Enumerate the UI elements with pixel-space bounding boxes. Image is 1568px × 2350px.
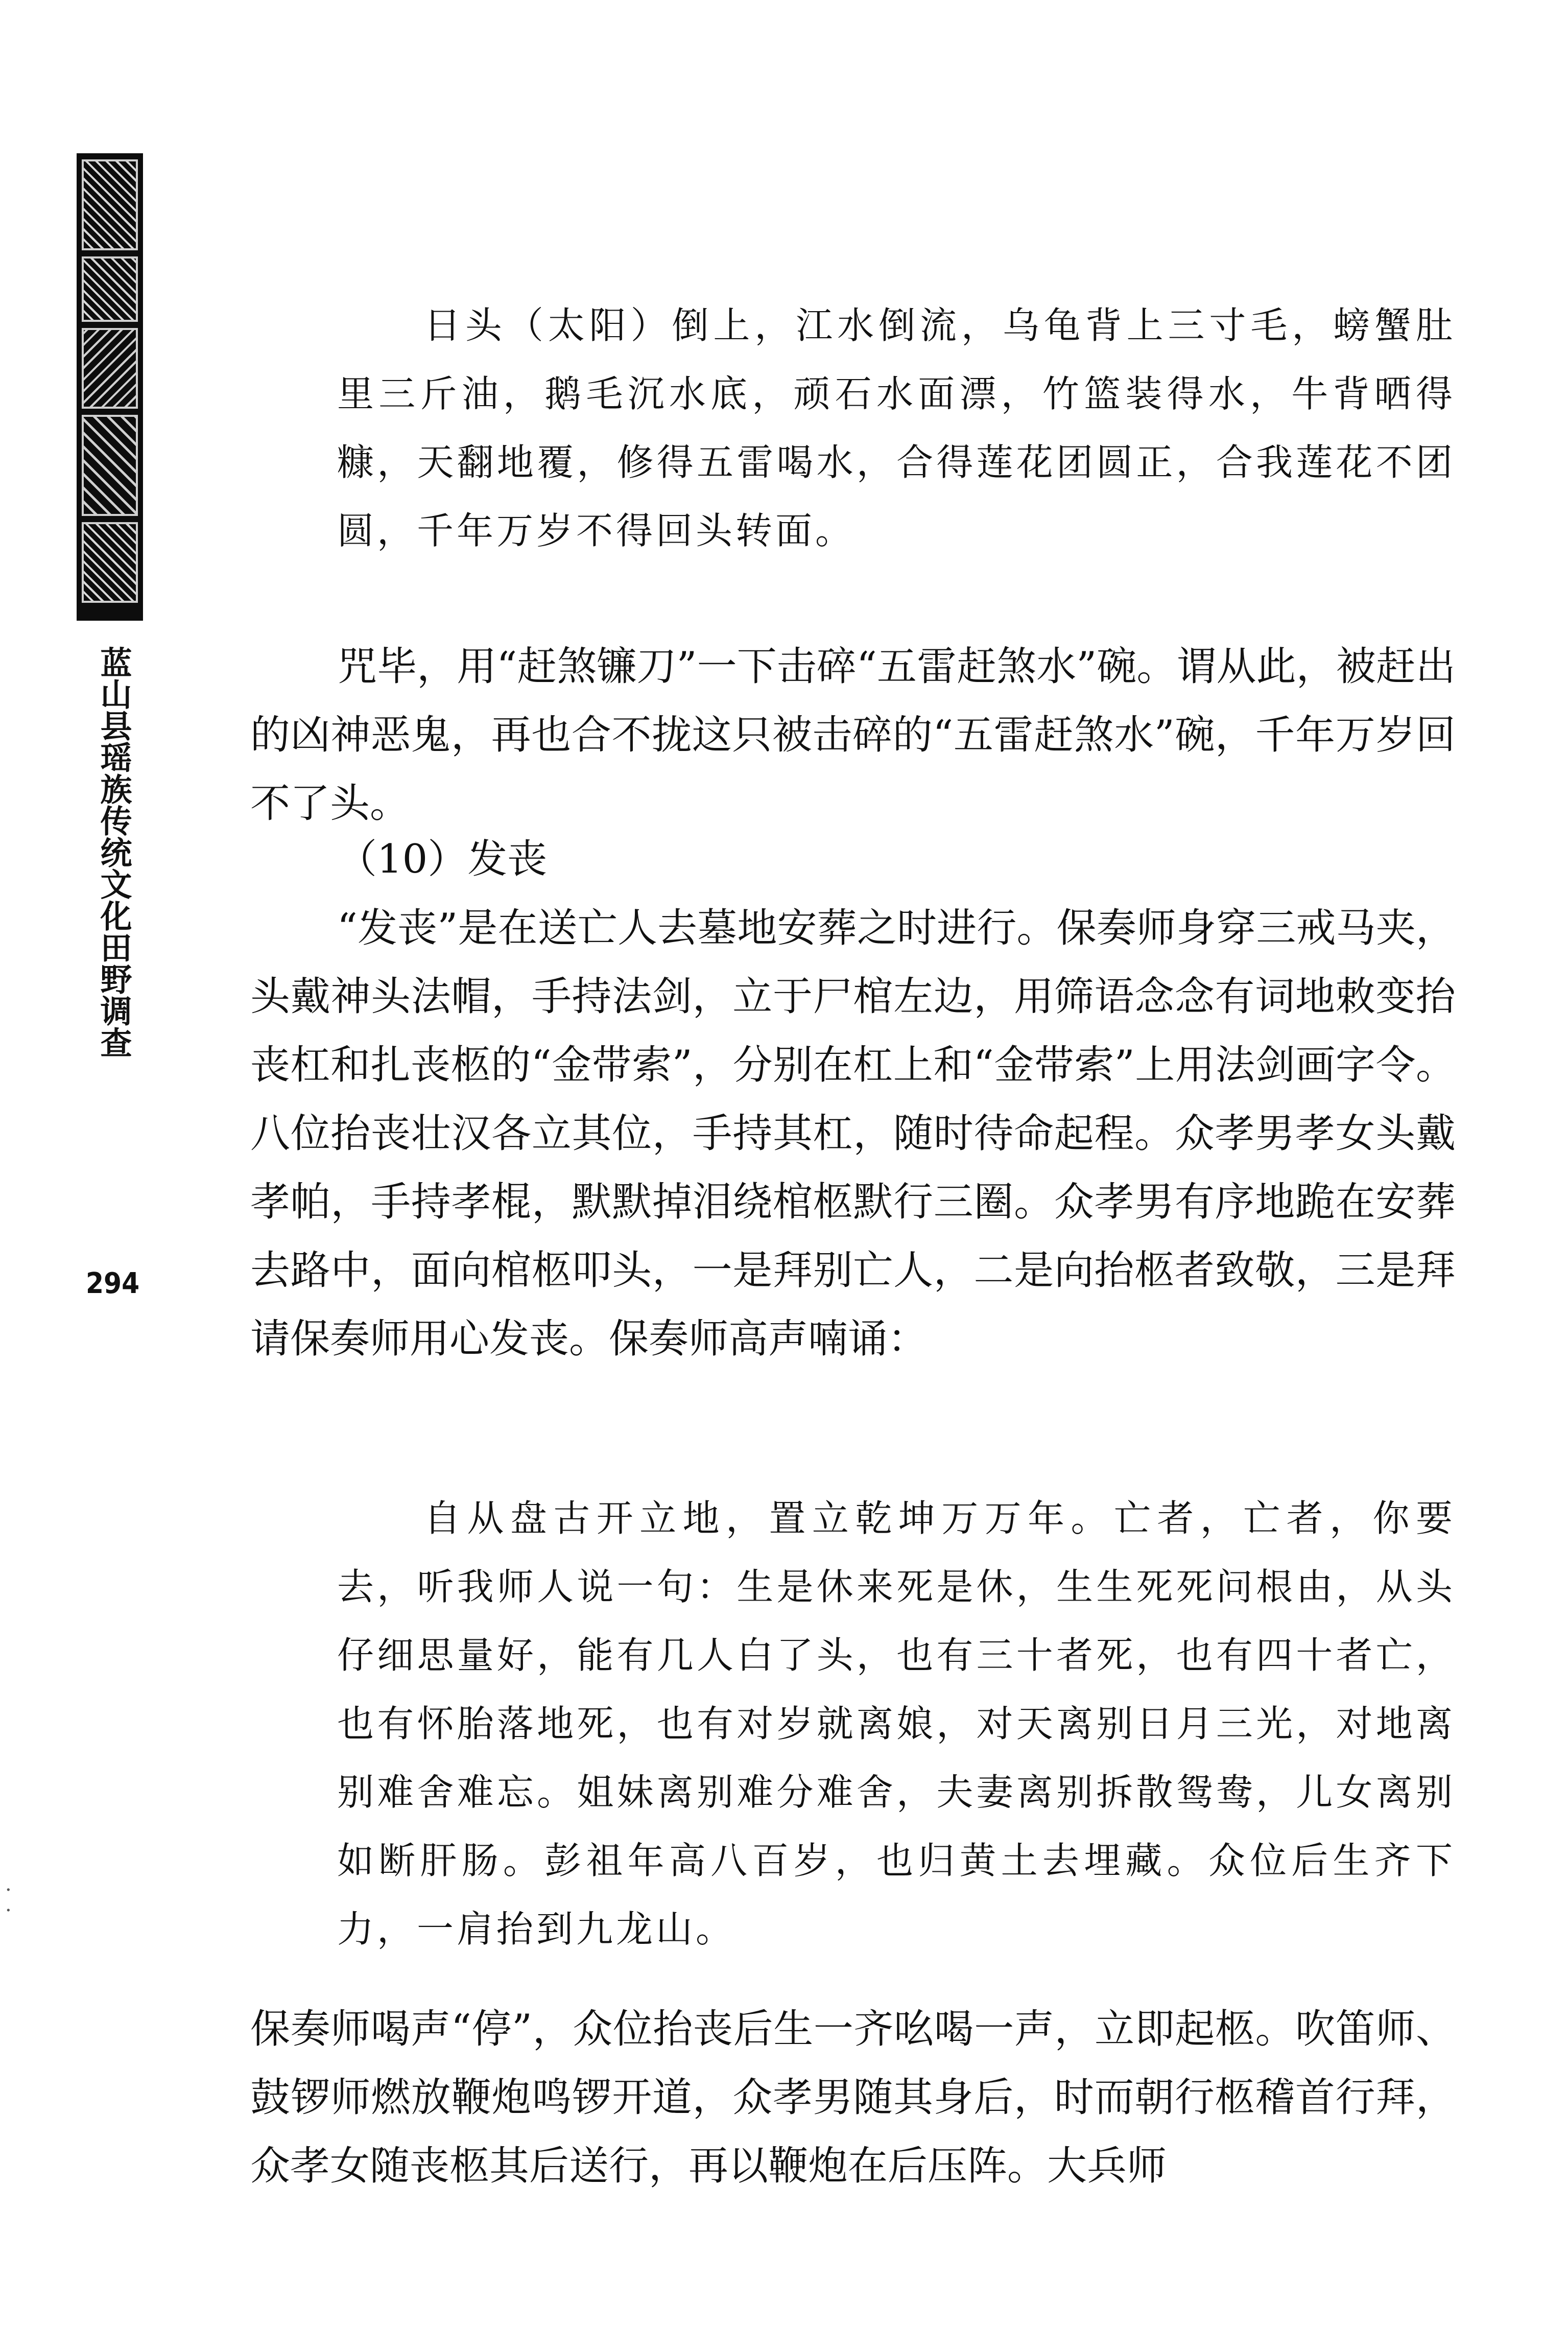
chant-verse-2: 自从盘古开立地，置立乾坤万万年。亡者，亡者，你要去，听我师人说一句：生是休来死是休，生生死死问根由，从头仔细思量好，能有几人白了头，也有三十者死，也有四十者亡，也有怀胎落地死，也有对岁就离娘，对天离别日月三光，对地离别难舍难忘。姐妹离别难分难舍，夫妻离别拆散鸳鸯，儿女离别如断肝肠。彭祖年高八百岁，也归黄土去埋藏。众位后生齐下力，一肩抬到九龙山。 [337,1497,1456,1951]
book-title-vertical: 蓝山县瑶族传统文化田野调查 [95,646,132,1058]
ornament-pattern-block [82,328,138,409]
ornament-pattern-block [82,415,138,516]
ornament-pattern-block [82,159,138,250]
body-paragraph-2: “发丧”是在送亡人去墓地安葬之时进行。保奏师身穿三戒马夹，头戴神头法帽，手持法剑，立于尸棺左边，用筛语念念有词地敕变抬丧杠和扎丧柩的“金带索”，分别在杠上和“金带索”上用法剑画字令。八位抬丧壮汉各立其位，手持其杠，随时待命起程。众孝男孝女头戴孝帕，手持孝棍，默默掉泪绕棺柩默行三圈。众孝男有序地跪在安葬去路中，面向棺柩叩头，一是拜别亡人，二是向抬柩者致敬，三是拜请保奏师用心发丧。保奏师高声喃诵： [250,905,1456,1362]
ornament-pattern-block [82,256,138,322]
margin-dots: · · [5,1878,12,1922]
ornament-pattern-block [82,522,138,603]
side-ornament [77,153,143,621]
body-paragraph-1: 咒毕，用“赶煞镰刀”一下击碎“五雷赶煞水”碗。谓从此，被赶出的凶神恶鬼，再也合不拢这只被击碎的“五雷赶煞水”碗，千年万岁回不了头。 [250,644,1456,827]
section-heading: （10）发丧 [337,836,548,882]
body-paragraph-3: 保奏师喝声“停”，众位抬丧后生一齐吆喝一声，立即起柩。吹笛师、鼓锣师燃放鞭炮鸣锣开道，众孝男随其身后，时而朝行柩稽首行拜，众孝女随丧柩其后送行，再以鞭炮在后压阵。大兵师 [250,2006,1456,2189]
page-number: 294 [86,1267,140,1300]
chant-verse-1: 日头（太阳）倒上，江水倒流，乌龟背上三寸毛，螃蟹肚里三斤油，鹅毛沉水底，顽石水面漂，竹篮装得水，牛背晒得糠，天翻地覆，修得五雷喝水，合得莲花团圆正，合我莲花不团圆，千年万岁不得回头转面。 [337,304,1456,552]
